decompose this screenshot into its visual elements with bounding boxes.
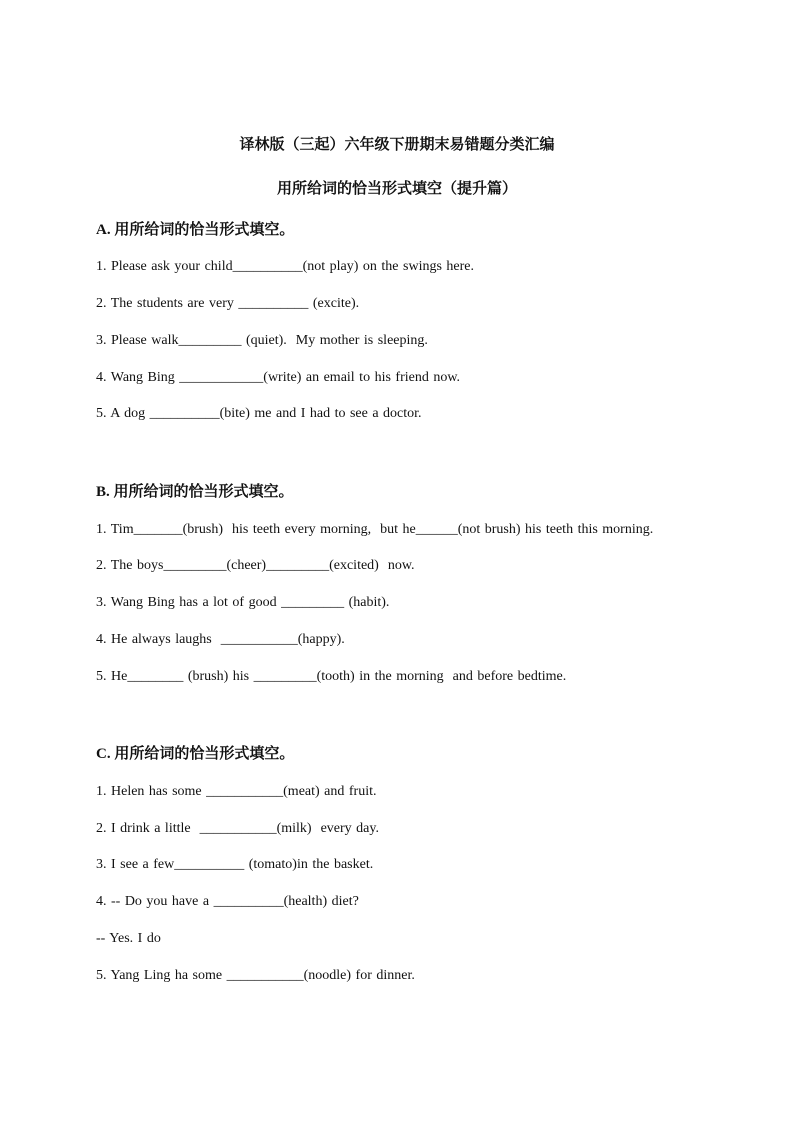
exercise-line: -- Yes. I do [96, 931, 161, 946]
exercise-line: 5. He________ (brush) his _________(tooth) in the morning and before bedtime. [96, 669, 567, 684]
exercise-line: 5. A dog __________(bite) me and I had to see a doctor. [96, 406, 422, 421]
section-instruction: 用所给词的恰当形式填空。 [114, 744, 295, 762]
section-letter: A. [96, 222, 111, 238]
document-title: 译林版（三起）六年级下册期末易错题分类汇编 [239, 135, 555, 153]
exercise-line: 3. Wang Bing has a lot of good _________ (habit). [96, 595, 390, 610]
document-subtitle: 用所给词的恰当形式填空（提升篇） [276, 179, 517, 197]
section-c-heading [96, 742, 294, 763]
exercise-line: 1. Tim_______(brush) his teeth every morning, but he______(not brush) his teeth this morning. [96, 522, 654, 537]
exercise-line: 2. The boys_________(cheer)_________(excited) now. [96, 558, 415, 573]
exercise-line: 2. The students are very __________ (excite). [96, 296, 360, 311]
exercise-line: 4. Wang Bing ____________(write) an email to his friend now. [96, 370, 461, 385]
exercise-line: 4. -- Do you have a __________(health) diet? [96, 894, 359, 909]
section-letter: C. [96, 746, 111, 762]
section-b-heading [96, 480, 294, 501]
section-a-heading [96, 218, 294, 239]
exercise-line: 3. I see a few__________ (tomato)in the basket. [96, 857, 374, 872]
exercise-line: 4. He always laughs ___________(happy). [96, 632, 345, 647]
section-letter: B. [96, 484, 110, 500]
section-instruction: 用所给词的恰当形式填空。 [114, 220, 295, 238]
exercise-line: 2. I drink a little ___________(milk) every day. [96, 821, 379, 836]
exercise-line: 1. Please ask your child__________(not play) on the swings here. [96, 259, 474, 274]
section-instruction: 用所给词的恰当形式填空。 [113, 482, 294, 500]
exercise-line: 1. Helen has some ___________(meat) and fruit. [96, 784, 377, 799]
exercise-line: 5. Yang Ling ha some ___________(noodle) for dinner. [96, 968, 415, 983]
exercise-line: 3. Please walk_________ (quiet). My mother is sleeping. [96, 333, 428, 348]
